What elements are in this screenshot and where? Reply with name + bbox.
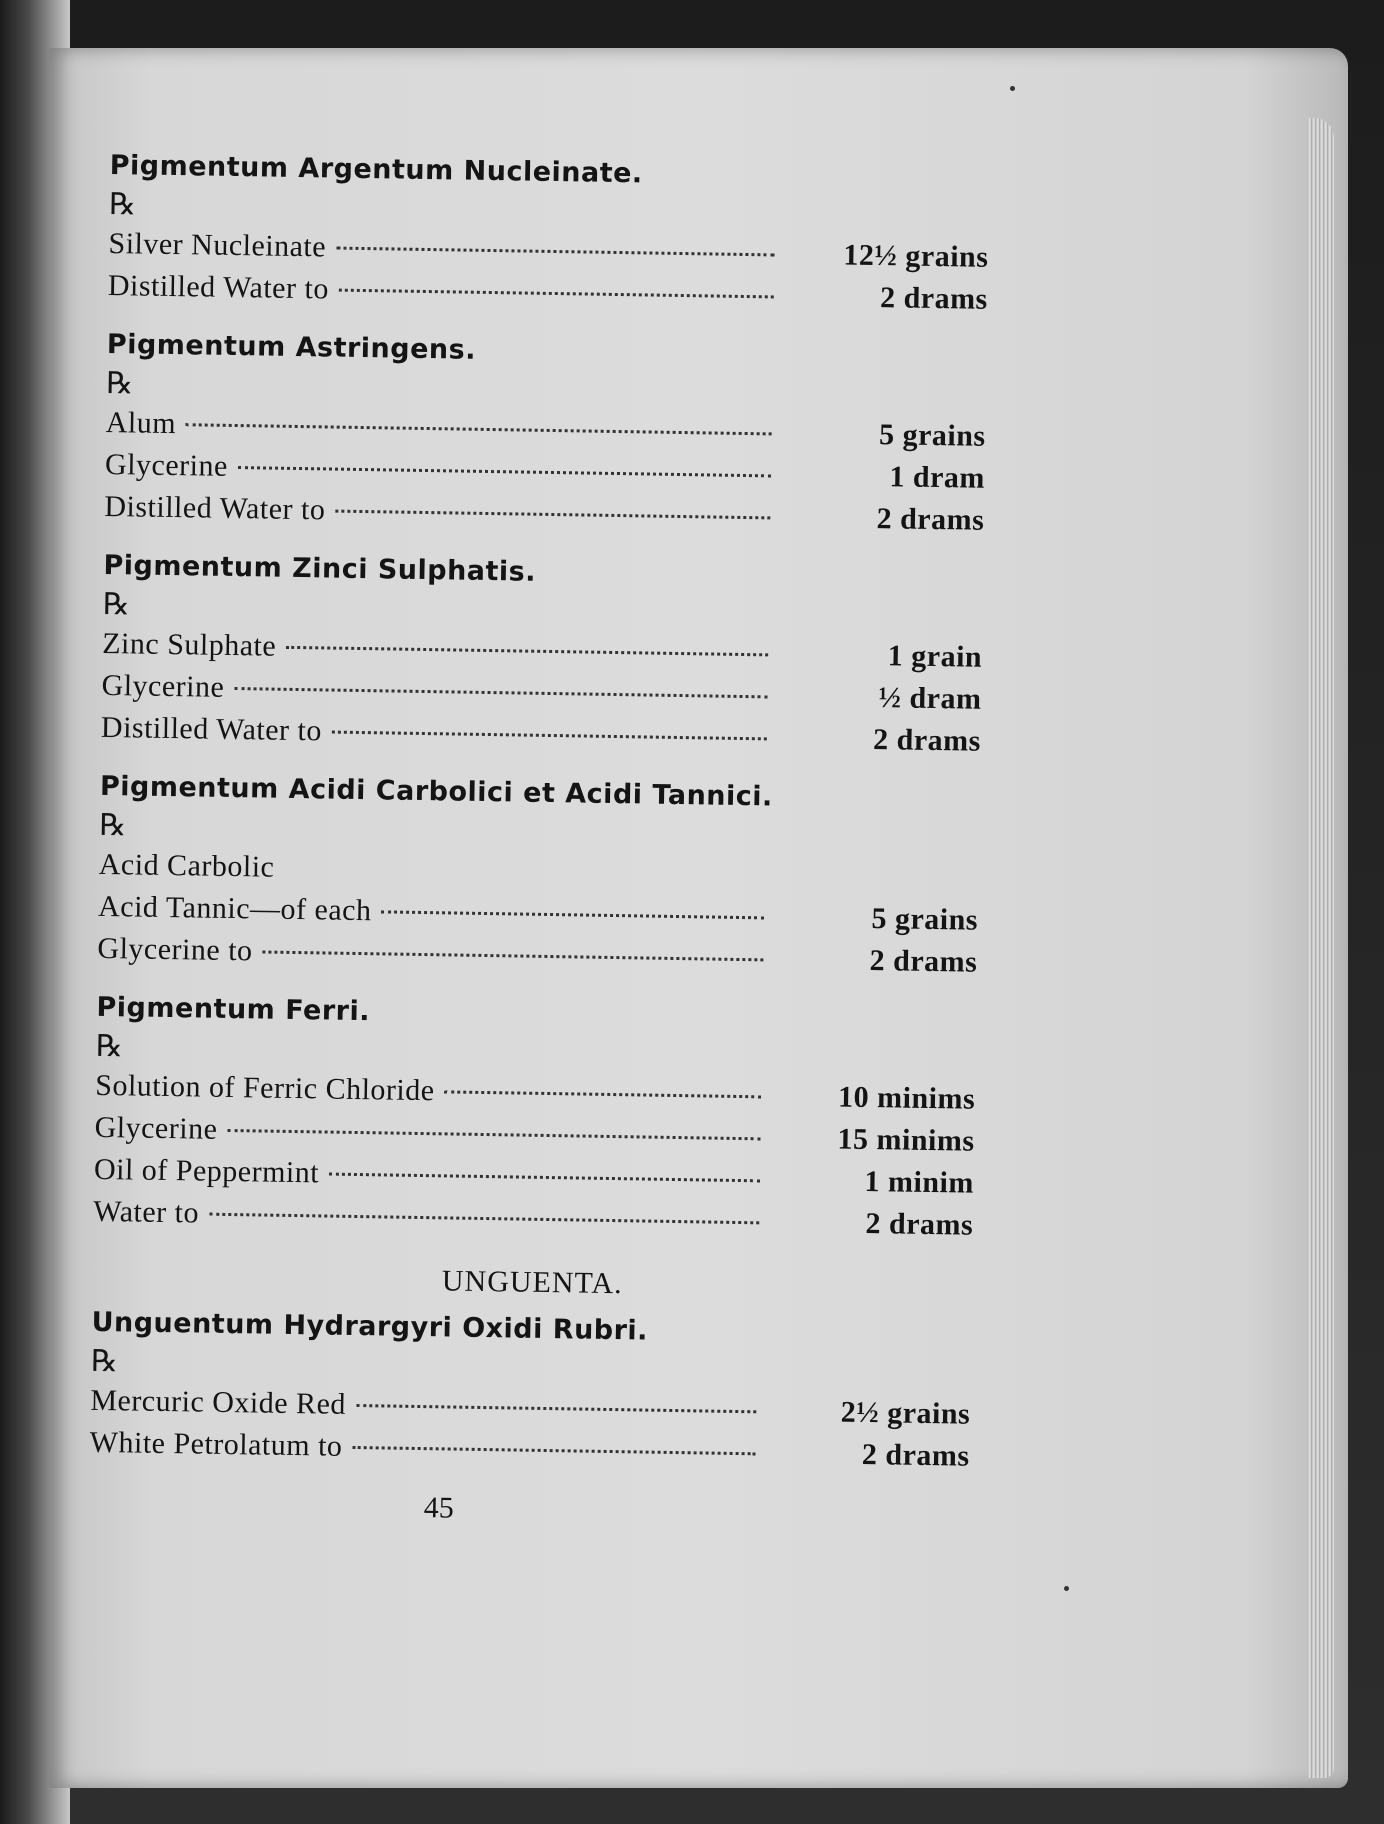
recipe-block <box>89 1307 971 1478</box>
ingredient-quantity: 2 drams <box>876 502 985 537</box>
recipe-title: Pigmentum Astringens. <box>106 328 477 366</box>
ingredient-quantity: 2½ grains <box>840 1395 971 1431</box>
recipe-block <box>108 150 990 321</box>
ingredient-quantity: 1 minim <box>864 1164 975 1200</box>
ingredient-quantity: 2 drams <box>879 281 989 316</box>
dot-leader <box>286 646 768 657</box>
dot-leader <box>238 466 771 477</box>
prescription-symbol: ℞ <box>99 808 127 843</box>
ingredient-name: Distilled Water to <box>104 489 326 527</box>
ingredient-name: Water to <box>93 1194 200 1230</box>
ingredient-name: Glycerine to <box>97 931 253 968</box>
recipe-title: Pigmentum Acidi Carbolici et Acidi Tannici. <box>99 770 774 813</box>
section-heading: UNGUENTA. <box>441 1264 623 1301</box>
dot-leader <box>209 1213 759 1225</box>
ingredient-name: Acid Carbolic <box>98 847 275 884</box>
dot-leader <box>263 950 764 961</box>
ingredient-name: Silver Nucleinate <box>108 226 327 264</box>
ingredient-quantity: 5 grains <box>871 902 979 937</box>
dot-leader <box>339 289 774 299</box>
dot-leader <box>329 1173 760 1183</box>
prescription-symbol: ℞ <box>90 1344 119 1379</box>
prescription-symbol: ℞ <box>95 1029 124 1064</box>
ingredient-quantity: 12½ grains <box>843 238 989 274</box>
ingredient-quantity: 2 drams <box>865 1207 974 1242</box>
ingredient-name: Distilled Water to <box>107 268 330 306</box>
page-number: 45 <box>423 1491 454 1525</box>
dot-leader <box>381 910 764 919</box>
paper-speck <box>1010 86 1015 91</box>
ingredient-quantity: 2 drams <box>861 1437 970 1473</box>
page-edges <box>1308 118 1334 1778</box>
dot-leader <box>356 1404 756 1413</box>
ingredient-quantity: 5 grains <box>878 418 986 453</box>
ingredient-name: Distilled Water to <box>100 710 323 748</box>
ingredient-quantity: 10 minims <box>837 1080 976 1116</box>
ingredient-name: Glycerine <box>101 668 225 704</box>
recipe-title: Pigmentum Argentum Nucleinate. <box>109 150 643 190</box>
recipe-block <box>97 771 980 984</box>
recipe-title: Pigmentum Ferri. <box>96 991 371 1028</box>
ingredient-name: Glycerine <box>94 1110 218 1146</box>
ingredient-name: Zinc Sulphate <box>101 626 277 663</box>
prescription-symbol: ℞ <box>102 587 131 622</box>
dot-leader <box>352 1446 755 1455</box>
recipe-title: Unguentum Hydrargyri Oxidi Rubri. <box>91 1306 649 1347</box>
recipe-block <box>104 329 987 542</box>
ingredient-quantity: 2 drams <box>869 944 978 979</box>
ingredient-name: Solution of Ferric Chloride <box>95 1068 435 1108</box>
paper-speck <box>1064 1586 1069 1591</box>
page-content <box>88 150 989 1534</box>
recipe-title: Pigmentum Zinci Sulphatis. <box>103 549 537 588</box>
prescription-symbol: ℞ <box>106 366 134 401</box>
ingredient-name: Alum <box>105 405 177 441</box>
ingredient-quantity: 1 dram <box>889 460 986 495</box>
dot-leader <box>332 731 767 741</box>
ingredient-quantity: ½ dram <box>878 681 982 716</box>
dot-leader <box>234 687 767 698</box>
ingredient-name: Glycerine <box>104 447 229 483</box>
ingredient-quantity: 1 grain <box>887 639 983 674</box>
dot-leader <box>227 1129 760 1140</box>
ingredient-name: Acid Tannic—of each <box>97 889 372 928</box>
ingredient-name: Oil of Peppermint <box>93 1152 320 1190</box>
ingredient-quantity: 15 minims <box>837 1122 975 1158</box>
ingredient-name: White Petrolatum to <box>89 1425 343 1463</box>
dot-leader <box>336 247 774 257</box>
recipe-block <box>93 992 977 1247</box>
prescription-symbol: ℞ <box>108 187 137 222</box>
dot-leader <box>335 510 770 520</box>
recipe-block <box>101 550 984 763</box>
dot-leader <box>186 423 772 435</box>
ingredient-quantity: 2 drams <box>872 723 982 758</box>
ingredient-name: Mercuric Oxide Red <box>90 1383 347 1421</box>
dot-leader <box>445 1090 762 1098</box>
